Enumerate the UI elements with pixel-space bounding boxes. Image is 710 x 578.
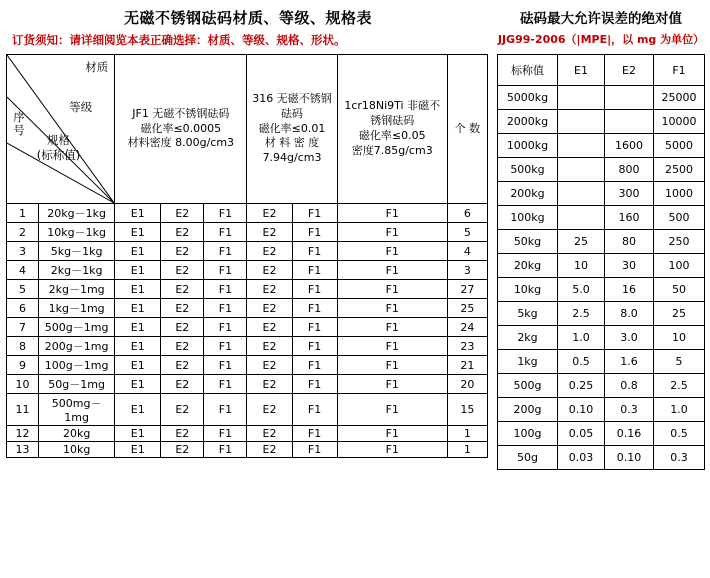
- mpe-e2: 0.16: [605, 422, 654, 446]
- row-spec: 20kg: [39, 426, 115, 442]
- row-jf1-f1: F1: [204, 223, 247, 242]
- mpe-f1: 10000: [654, 110, 705, 134]
- table-row: [7, 223, 488, 242]
- row-index: 3: [7, 242, 39, 261]
- row-spec: 10kg: [39, 442, 115, 458]
- header-316-line1: 316 无磁不锈钢砝码: [252, 91, 332, 120]
- row-count: 21: [447, 356, 487, 375]
- row-jf1-e1: E1: [115, 280, 161, 299]
- mpe-row: [498, 158, 705, 182]
- mpe-f1: 5: [654, 350, 705, 374]
- header-cr-line1: 1cr18Ni9Ti 非磁不锈钢砝码: [344, 99, 441, 128]
- row-316-e2: E2: [247, 242, 292, 261]
- row-cr-f1: F1: [337, 442, 447, 458]
- mpe-row: [498, 182, 705, 206]
- row-316-f1: F1: [292, 280, 337, 299]
- row-count: 25: [447, 299, 487, 318]
- mpe-e1: 10: [558, 254, 605, 278]
- row-jf1-e1: E1: [115, 299, 161, 318]
- mpe-nominal: 50kg: [498, 230, 558, 254]
- mpe-row: [498, 302, 705, 326]
- row-jf1-f1: F1: [204, 356, 247, 375]
- row-316-f1: F1: [292, 318, 337, 337]
- mpe-header-e2: E2: [605, 55, 654, 86]
- mpe-table: [497, 54, 705, 470]
- row-index: 13: [7, 442, 39, 458]
- header-jf1-line1: JF1 无磁不锈钢砝码: [132, 106, 230, 120]
- row-jf1-f1: F1: [204, 299, 247, 318]
- weights-spec-table: [6, 54, 488, 458]
- row-jf1-f1: F1: [204, 394, 247, 426]
- row-index: 5: [7, 280, 39, 299]
- mpe-row: [498, 230, 705, 254]
- row-cr-f1: F1: [337, 337, 447, 356]
- row-jf1-f1: F1: [204, 204, 247, 223]
- table-row: [7, 242, 488, 261]
- mpe-f1: 2500: [654, 158, 705, 182]
- row-index: 11: [7, 394, 39, 426]
- header-jf1-line2: 磁化率≤0.0005: [140, 121, 222, 135]
- mpe-nominal: 500kg: [498, 158, 558, 182]
- row-316-e2: E2: [247, 337, 292, 356]
- row-316-f1: F1: [292, 356, 337, 375]
- row-count: 5: [447, 223, 487, 242]
- row-jf1-e1: E1: [115, 356, 161, 375]
- row-316-f1: F1: [292, 223, 337, 242]
- row-316-e2: E2: [247, 223, 292, 242]
- corner-label-spec-main: 规格: [46, 133, 70, 147]
- mpe-nominal: 20kg: [498, 254, 558, 278]
- row-index: 1: [7, 204, 39, 223]
- row-jf1-e2: E2: [161, 261, 204, 280]
- header-jf1: [115, 55, 247, 204]
- mpe-row: [498, 134, 705, 158]
- header-1cr18ni9ti: [337, 55, 447, 204]
- mpe-e2: 16: [605, 278, 654, 302]
- row-count: 15: [447, 394, 487, 426]
- row-316-e2: E2: [247, 280, 292, 299]
- header-316-line2: 磁化率≤0.01: [258, 121, 326, 135]
- row-316-f1: F1: [292, 337, 337, 356]
- mpe-header-row: [498, 55, 705, 86]
- mpe-e2: 8.0: [605, 302, 654, 326]
- row-count: 4: [447, 242, 487, 261]
- row-jf1-e1: E1: [115, 442, 161, 458]
- row-jf1-e2: E2: [161, 204, 204, 223]
- mpe-e2: 0.8: [605, 374, 654, 398]
- row-316-f1: F1: [292, 242, 337, 261]
- mpe-e1: 5.0: [558, 278, 605, 302]
- row-cr-f1: F1: [337, 223, 447, 242]
- mpe-e1: [558, 206, 605, 230]
- mpe-nominal: 100kg: [498, 206, 558, 230]
- left-order-notice: 订货须知：请详细阅览本表正确选择：材质、等级、规格、形状。: [12, 33, 346, 47]
- row-jf1-e1: E1: [115, 337, 161, 356]
- row-jf1-e1: E1: [115, 242, 161, 261]
- table-row: [7, 318, 488, 337]
- mpe-e2: [605, 110, 654, 134]
- row-jf1-e2: E2: [161, 242, 204, 261]
- header-jf1-line3: 材料密度 8.00g/cm3: [127, 136, 235, 150]
- row-cr-f1: F1: [337, 426, 447, 442]
- mpe-f1: 500: [654, 206, 705, 230]
- row-jf1-e2: E2: [161, 280, 204, 299]
- header-cr-line3: 密度7.85g/cm3: [351, 143, 433, 157]
- mpe-row: [498, 206, 705, 230]
- mpe-e1: 2.5: [558, 302, 605, 326]
- row-index: 12: [7, 426, 39, 442]
- row-316-e2: E2: [247, 204, 292, 223]
- row-jf1-e1: E1: [115, 394, 161, 426]
- row-jf1-f1: F1: [204, 280, 247, 299]
- mpe-e1: 0.03: [558, 446, 605, 470]
- row-spec: 100g－1mg: [39, 356, 115, 375]
- mpe-e2: 80: [605, 230, 654, 254]
- mpe-f1: 25: [654, 302, 705, 326]
- row-jf1-f1: F1: [204, 261, 247, 280]
- mpe-row: [498, 86, 705, 110]
- row-spec: 10kg－1kg: [39, 223, 115, 242]
- header-count: 个 数: [447, 55, 487, 204]
- row-cr-f1: F1: [337, 242, 447, 261]
- corner-label-spec-sub: (标称值): [36, 147, 81, 162]
- mpe-nominal: 5000kg: [498, 86, 558, 110]
- row-spec: 200g－1mg: [39, 337, 115, 356]
- row-index: 2: [7, 223, 39, 242]
- mpe-nominal: 1kg: [498, 350, 558, 374]
- mpe-row: [498, 326, 705, 350]
- mpe-row: [498, 446, 705, 470]
- row-cr-f1: F1: [337, 375, 447, 394]
- right-title: 砝码最大允许误差的绝对值: [520, 11, 682, 27]
- row-cr-f1: F1: [337, 261, 447, 280]
- row-count: 3: [447, 261, 487, 280]
- mpe-e1: 1.0: [558, 326, 605, 350]
- row-index: 4: [7, 261, 39, 280]
- row-spec: 500mg－1mg: [39, 394, 115, 426]
- mpe-e2: 160: [605, 206, 654, 230]
- mpe-nominal: 5kg: [498, 302, 558, 326]
- mpe-nominal: 200g: [498, 398, 558, 422]
- row-jf1-f1: F1: [204, 426, 247, 442]
- row-cr-f1: F1: [337, 394, 447, 426]
- mpe-header-f1: F1: [654, 55, 705, 86]
- mpe-f1: 2.5: [654, 374, 705, 398]
- header-cr-line2: 磁化率≤0.05: [358, 129, 426, 142]
- row-jf1-f1: F1: [204, 242, 247, 261]
- row-316-e2: E2: [247, 426, 292, 442]
- row-jf1-e1: E1: [115, 204, 161, 223]
- row-jf1-f1: F1: [204, 318, 247, 337]
- table-row: [7, 375, 488, 394]
- row-316-f1: F1: [292, 426, 337, 442]
- table-header-row: [7, 55, 488, 204]
- row-316-e2: E2: [247, 318, 292, 337]
- mpe-e1: [558, 182, 605, 206]
- mpe-e1: [558, 158, 605, 182]
- corner-label-index: 序 号: [13, 110, 25, 138]
- row-316-e2: E2: [247, 394, 292, 426]
- corner-label-spec: [37, 133, 80, 163]
- mpe-e2: 30: [605, 254, 654, 278]
- row-spec: 1kg－1mg: [39, 299, 115, 318]
- row-316-f1: F1: [292, 299, 337, 318]
- row-jf1-e2: E2: [161, 394, 204, 426]
- left-section: [6, 0, 490, 458]
- row-jf1-e2: E2: [161, 375, 204, 394]
- row-index: 9: [7, 356, 39, 375]
- mpe-nominal: 2kg: [498, 326, 558, 350]
- row-316-e2: E2: [247, 299, 292, 318]
- mpe-e1: 0.25: [558, 374, 605, 398]
- row-spec: 5kg－1kg: [39, 242, 115, 261]
- mpe-header-nominal: 标称值: [498, 55, 558, 86]
- row-cr-f1: F1: [337, 204, 447, 223]
- mpe-row: [498, 422, 705, 446]
- row-jf1-f1: F1: [204, 442, 247, 458]
- row-jf1-f1: F1: [204, 375, 247, 394]
- mpe-f1: 1.0: [654, 398, 705, 422]
- row-count: 6: [447, 204, 487, 223]
- mpe-nominal: 2000kg: [498, 110, 558, 134]
- mpe-e2: [605, 86, 654, 110]
- mpe-e2: 1.6: [605, 350, 654, 374]
- mpe-e1: [558, 110, 605, 134]
- row-spec: 20kg－1kg: [39, 204, 115, 223]
- corner-diagonal-header: [7, 55, 115, 204]
- table-row: [7, 337, 488, 356]
- table-row: [7, 442, 488, 458]
- table-row: [7, 261, 488, 280]
- row-spec: 2kg－1mg: [39, 280, 115, 299]
- mpe-f1: 50: [654, 278, 705, 302]
- mpe-row: [498, 254, 705, 278]
- mpe-e2: 0.3: [605, 398, 654, 422]
- header-316-line3: 材 料 密 度 7.94g/cm3: [262, 136, 322, 165]
- mpe-f1: 5000: [654, 134, 705, 158]
- mpe-nominal: 200kg: [498, 182, 558, 206]
- mpe-row: [498, 110, 705, 134]
- row-jf1-e2: E2: [161, 299, 204, 318]
- mpe-row: [498, 350, 705, 374]
- table-row: [7, 394, 488, 426]
- row-count: 1: [447, 426, 487, 442]
- row-jf1-e1: E1: [115, 223, 161, 242]
- row-spec: 2kg－1kg: [39, 261, 115, 280]
- row-jf1-f1: F1: [204, 337, 247, 356]
- row-cr-f1: F1: [337, 318, 447, 337]
- right-section: [497, 0, 705, 470]
- row-count: 20: [447, 375, 487, 394]
- mpe-e1: 25: [558, 230, 605, 254]
- mpe-row: [498, 374, 705, 398]
- row-jf1-e1: E1: [115, 426, 161, 442]
- mpe-nominal: 10kg: [498, 278, 558, 302]
- row-count: 1: [447, 442, 487, 458]
- row-cr-f1: F1: [337, 299, 447, 318]
- table-row: [7, 280, 488, 299]
- mpe-e2: 3.0: [605, 326, 654, 350]
- row-jf1-e1: E1: [115, 261, 161, 280]
- row-316-e2: E2: [247, 375, 292, 394]
- row-index: 10: [7, 375, 39, 394]
- mpe-e1: 0.05: [558, 422, 605, 446]
- row-316-f1: F1: [292, 394, 337, 426]
- row-316-e2: E2: [247, 442, 292, 458]
- mpe-nominal: 500g: [498, 374, 558, 398]
- row-index: 8: [7, 337, 39, 356]
- mpe-f1: 25000: [654, 86, 705, 110]
- mpe-f1: 0.3: [654, 446, 705, 470]
- row-cr-f1: F1: [337, 356, 447, 375]
- row-count: 27: [447, 280, 487, 299]
- row-316-f1: F1: [292, 375, 337, 394]
- mpe-e1: [558, 86, 605, 110]
- right-standard-notice: JJG99-2006（|MPE|，以 mg 为单位）: [497, 33, 705, 46]
- mpe-e2: 800: [605, 158, 654, 182]
- row-jf1-e1: E1: [115, 375, 161, 394]
- table-row: [7, 356, 488, 375]
- mpe-e2: 0.10: [605, 446, 654, 470]
- mpe-header-e1: E1: [558, 55, 605, 86]
- mpe-e1: [558, 134, 605, 158]
- row-316-f1: F1: [292, 442, 337, 458]
- mpe-row: [498, 398, 705, 422]
- row-spec: 500g－1mg: [39, 318, 115, 337]
- row-jf1-e2: E2: [161, 442, 204, 458]
- mpe-e2: 1600: [605, 134, 654, 158]
- row-index: 7: [7, 318, 39, 337]
- table-row: [7, 299, 488, 318]
- corner-label-material: 材质: [85, 60, 109, 74]
- table-row: [7, 426, 488, 442]
- row-spec: 50g－1mg: [39, 375, 115, 394]
- mpe-f1: 10: [654, 326, 705, 350]
- row-count: 24: [447, 318, 487, 337]
- mpe-f1: 0.5: [654, 422, 705, 446]
- row-index: 6: [7, 299, 39, 318]
- mpe-e2: 300: [605, 182, 654, 206]
- row-jf1-e2: E2: [161, 223, 204, 242]
- row-cr-f1: F1: [337, 280, 447, 299]
- corner-label-grade: 等级: [69, 100, 93, 114]
- mpe-f1: 1000: [654, 182, 705, 206]
- row-jf1-e2: E2: [161, 356, 204, 375]
- row-316-f1: F1: [292, 261, 337, 280]
- row-count: 23: [447, 337, 487, 356]
- mpe-nominal: 100g: [498, 422, 558, 446]
- mpe-nominal: 50g: [498, 446, 558, 470]
- left-title: 无磁不锈钢砝码材质、等级、规格表: [123, 9, 372, 27]
- row-316-e2: E2: [247, 261, 292, 280]
- mpe-e1: 0.10: [558, 398, 605, 422]
- table-row: [7, 204, 488, 223]
- header-316: [247, 55, 337, 204]
- row-jf1-e2: E2: [161, 318, 204, 337]
- row-316-e2: E2: [247, 356, 292, 375]
- mpe-f1: 250: [654, 230, 705, 254]
- row-jf1-e1: E1: [115, 318, 161, 337]
- row-jf1-e2: E2: [161, 337, 204, 356]
- row-jf1-e2: E2: [161, 426, 204, 442]
- mpe-e1: 0.5: [558, 350, 605, 374]
- mpe-row: [498, 278, 705, 302]
- mpe-nominal: 1000kg: [498, 134, 558, 158]
- row-316-f1: F1: [292, 204, 337, 223]
- mpe-f1: 100: [654, 254, 705, 278]
